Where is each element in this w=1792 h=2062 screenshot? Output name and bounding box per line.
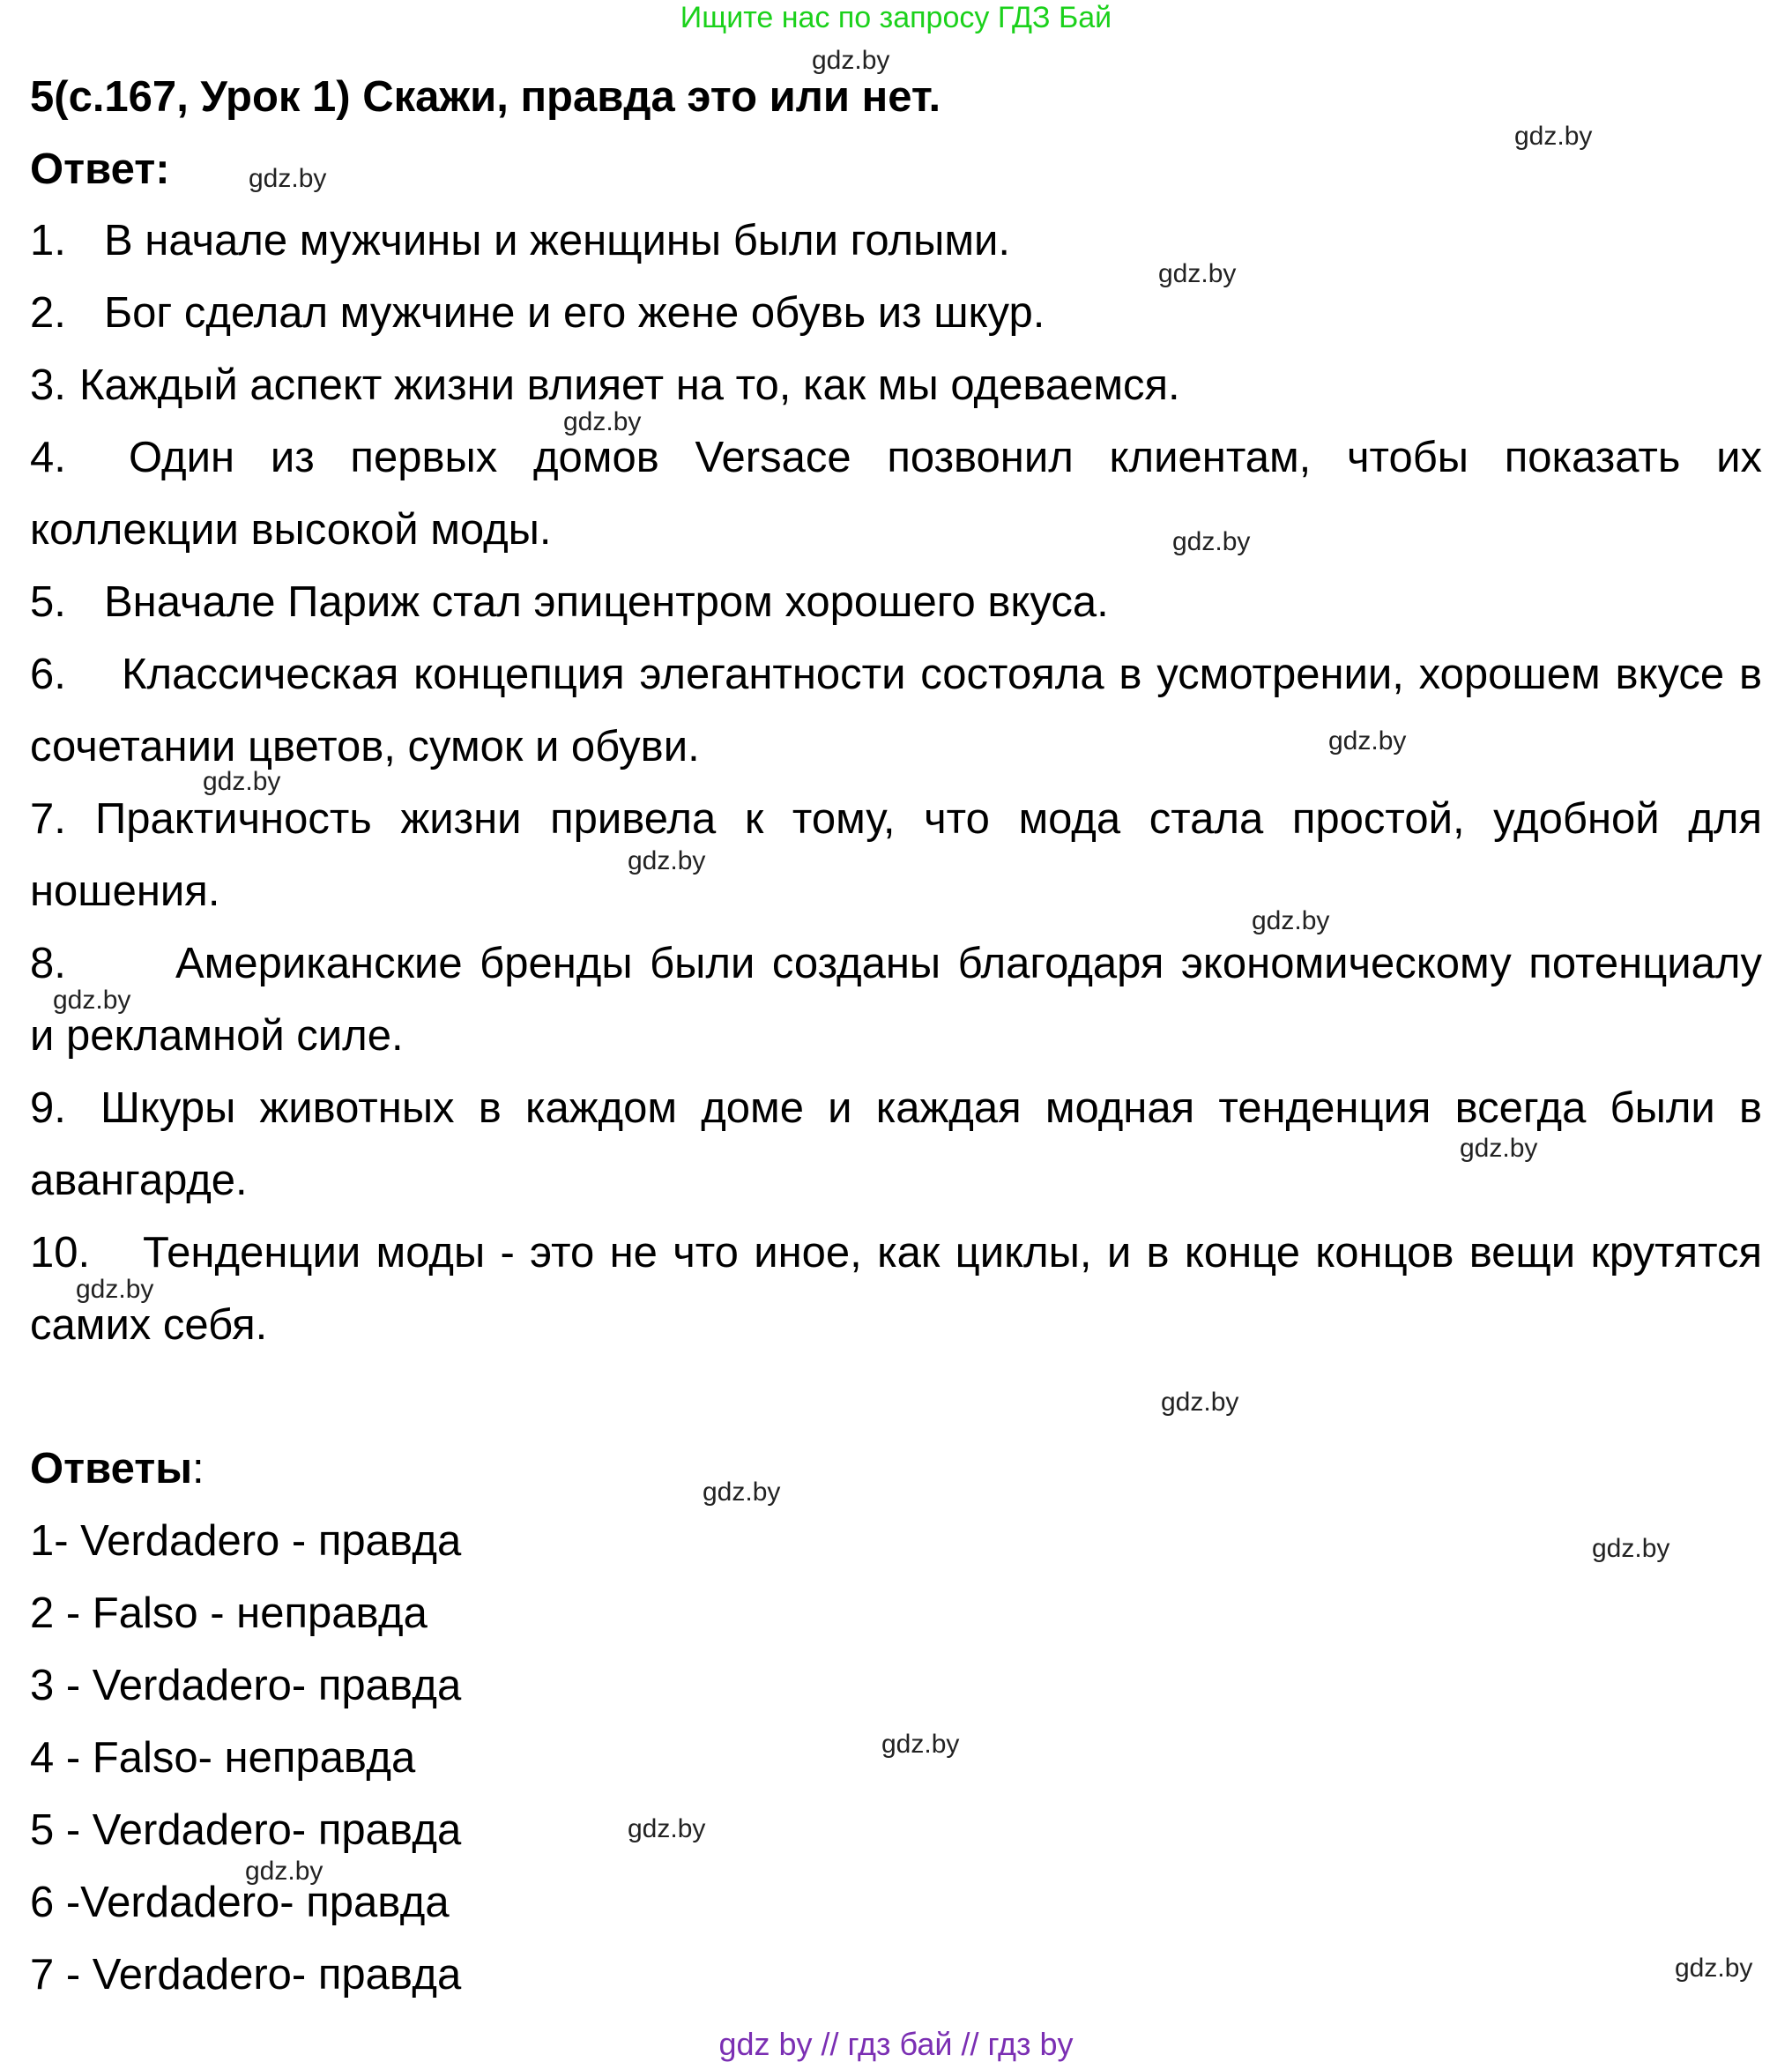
watermark: gdz.by [1161, 1388, 1239, 1417]
statement-2: 2. Бог сделал мужчине и его жене обувь из шкур. [30, 289, 1045, 337]
answer-2: 2 - Falso - неправда [30, 1589, 428, 1637]
watermark: gdz.by [1172, 527, 1251, 556]
watermark: gdz.by [628, 1814, 706, 1843]
statement-8: 8. Американские бренды были созданы благодаря экономическому потенциалу и рекламной силе. [30, 940, 1762, 1060]
answer-6: 6 -Verdadero- правда [30, 1879, 450, 1926]
watermark: gdz.by [1328, 726, 1407, 756]
watermark: gdz.by [203, 767, 281, 796]
answer-4: 4 - Falso- неправда [30, 1734, 416, 1782]
watermark: gdz.by [563, 407, 642, 436]
answer-1: 1- Verdadero - правда [30, 1517, 462, 1565]
watermark: gdz.by [812, 46, 890, 75]
answer-5: 5 - Verdadero- правда [30, 1806, 462, 1854]
answers-label: Ответы: [30, 1445, 204, 1493]
statement-9: 9. Шкуры животных в каждом доме и каждая модная тенденция всегда были в авангарде. [30, 1084, 1762, 1204]
footer-links[interactable]: gdz by // гдз бай // гдз by [718, 2026, 1074, 2062]
statement-10: 10. Тенденции моды - это не что иное, как циклы, и в конце концов вещи крутятся самих себя. [30, 1229, 1762, 1349]
statement-1: 1. В начале мужчины и женщины были голыми. [30, 217, 1011, 264]
watermark: gdz.by [53, 986, 131, 1015]
exercise-title: 5(с.167, Урок 1) Скажи, правда это или нет. [30, 73, 941, 121]
watermark: gdz.by [1460, 1134, 1538, 1163]
watermark: gdz.by [1675, 1954, 1753, 1983]
statement-3: 3. Каждый аспект жизни влияет на то, как мы одеваемся. [30, 361, 1180, 409]
statement-7: 7. Практичность жизни привела к тому, что мода стала простой, удобной для ношения. [30, 795, 1762, 915]
statement-5: 5. Вначале Париж стал эпицентром хорошего вкуса. [30, 578, 1109, 626]
search-banner[interactable]: Ищите нас по запросу ГДЗ Бай [680, 1, 1112, 34]
watermark: gdz.by [1158, 259, 1237, 288]
watermark: gdz.by [76, 1275, 154, 1304]
watermark: gdz.by [628, 846, 706, 875]
watermark: gdz.by [881, 1730, 960, 1759]
watermark: gdz.by [703, 1478, 781, 1507]
watermark: gdz.by [1514, 122, 1593, 151]
answer-label: Ответ: [30, 145, 170, 193]
statement-4: 4. Один из первых домов Versace позвонил клиентам, чтобы показать их коллекции высокой моды. [30, 434, 1762, 554]
watermark: gdz.by [245, 1857, 323, 1886]
watermark: gdz.by [1592, 1534, 1670, 1563]
watermark: gdz.by [249, 164, 327, 193]
watermark: gdz.by [1252, 906, 1330, 935]
answer-3: 3 - Verdadero- правда [30, 1662, 462, 1709]
answer-7: 7 - Verdadero- правда [30, 1951, 462, 1999]
statement-6: 6. Классическая концепция элегантности состояла в усмотрении, хорошем вкусе в сочетании цветов, сумок и обуви. [30, 651, 1762, 770]
